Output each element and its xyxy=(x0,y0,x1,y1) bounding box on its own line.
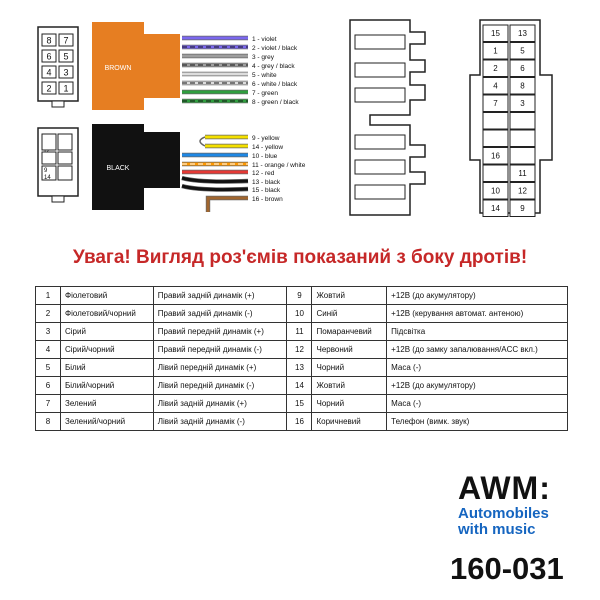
iso-slot xyxy=(355,135,405,149)
table-cell-n1: 2 xyxy=(36,305,61,323)
table-cell-c1: Білий/чорний xyxy=(61,377,154,395)
tagline-line-2: with music xyxy=(458,521,536,538)
table-cell-n1: 3 xyxy=(36,323,61,341)
table-cell-f2: +12В (до акумулятору) xyxy=(387,287,568,305)
table-cell-f2: +12В (до замку запалювання/ACC вкл.) xyxy=(387,341,568,359)
wire-label: 10 - blue xyxy=(252,153,278,160)
table-cell-f1: Правий передній динамік (-) xyxy=(153,341,287,359)
black-connector-plug xyxy=(144,132,180,188)
table-cell-f2: Маса (-) xyxy=(387,359,568,377)
wire-outline xyxy=(208,198,248,212)
black-face-pin-label: 14 xyxy=(44,175,51,181)
pinout-cell-label: 6 xyxy=(520,64,525,73)
wire-splice xyxy=(200,137,205,146)
table-cell-c2: Коричневий xyxy=(312,413,387,431)
table-row xyxy=(36,413,568,431)
pin-assignment-table xyxy=(35,286,568,431)
table-cell-n2: 12 xyxy=(287,341,312,359)
pinout-cell-label: 16 xyxy=(491,151,500,161)
table-cell-f1: Лівий задній динамік (-) xyxy=(153,413,287,431)
table-row xyxy=(36,395,568,413)
iso-slot xyxy=(355,160,405,174)
table-cell-c2: Чорний xyxy=(312,359,387,377)
table-cell-f1: Лівий задній динамік (+) xyxy=(153,395,287,413)
table-cell-c1: Зелений/чорний xyxy=(61,413,154,431)
wire-label: 11 - orange / white xyxy=(252,162,306,169)
brown-connector-plug xyxy=(144,34,180,98)
table-cell-n2: 10 xyxy=(287,305,312,323)
table-cell-c2: Червоний xyxy=(312,341,387,359)
black-face-pin xyxy=(42,152,56,164)
pinout-cell-label: 12 xyxy=(518,186,527,196)
pinout-cell xyxy=(483,113,508,130)
wire-label: 9 - yellow xyxy=(252,135,280,142)
iso-slot xyxy=(355,185,405,199)
table-cell-n1: 4 xyxy=(36,341,61,359)
awm-logo: AWM: xyxy=(458,470,551,506)
table-row xyxy=(36,377,568,395)
iso-slot xyxy=(355,88,405,102)
table-cell-c1: Білий xyxy=(61,359,154,377)
wire-label: 8 - green / black xyxy=(252,99,299,106)
iso-connector-outline xyxy=(350,20,425,215)
pinout-cell-label: 14 xyxy=(491,204,500,213)
pinout-cell-label: 7 xyxy=(493,99,498,108)
table-cell-c2: Чорний xyxy=(312,395,387,413)
table-cell-n2: 14 xyxy=(287,377,312,395)
iso-pinout-grid xyxy=(470,20,552,217)
table-cell-c1: Зелений xyxy=(61,395,154,413)
pinout-cell-label: 1 xyxy=(493,46,498,56)
pinout-cell-label: 2 xyxy=(493,64,498,73)
table-cell-n1: 5 xyxy=(36,359,61,377)
pinout-cell-label: 3 xyxy=(520,99,525,108)
table-row xyxy=(36,323,568,341)
wire-label: 15 - black xyxy=(252,187,281,194)
table-cell-n2: 16 xyxy=(287,413,312,431)
table-cell-f2: +12В (до акумулятору) xyxy=(387,377,568,395)
table-cell-c1: Фіолетовий xyxy=(61,287,154,305)
black-face-pin xyxy=(58,152,72,164)
wire-label: 16 - brown xyxy=(252,196,283,203)
wire-label: 6 - white / black xyxy=(252,81,298,88)
pinout-cell-label: 13 xyxy=(518,29,527,38)
brown-face-pin-label: 2 xyxy=(46,83,52,94)
pinout-cell xyxy=(510,113,535,130)
table-cell-n1: 1 xyxy=(36,287,61,305)
wire-label: 1 - violet xyxy=(252,36,277,43)
table-cell-f1: Правий передній динамік (+) xyxy=(153,323,287,341)
part-number: 160-031 xyxy=(450,551,564,586)
table-cell-f2: Маса (-) xyxy=(387,395,568,413)
warning-text: Увага! Вигляд роз'ємів показаний з боку дротів! xyxy=(72,247,528,268)
tagline-line-1: Automobiles xyxy=(458,505,549,522)
table-cell-c1: Сірий/чорний xyxy=(61,341,154,359)
black-face-latch xyxy=(52,196,64,202)
pinout-cell-label: 15 xyxy=(491,29,500,38)
table-cell-c2: Синій xyxy=(312,305,387,323)
black-face-pin xyxy=(58,134,72,150)
brown-connector-label: BROWN xyxy=(104,65,132,72)
table-cell-n2: 9 xyxy=(287,287,312,305)
table-cell-n2: 11 xyxy=(287,323,312,341)
pinout-cell xyxy=(483,130,508,147)
pinout-cell xyxy=(483,165,508,182)
black-connector-label: BLACK xyxy=(106,165,130,172)
black-face-pin xyxy=(42,134,56,150)
pinout-cell-label: 10 xyxy=(491,186,500,196)
brown-face-pin-label: 4 xyxy=(46,67,52,78)
table-cell-f1: Лівий передній динамік (-) xyxy=(153,377,287,395)
brown-face-pin-label: 6 xyxy=(46,51,52,62)
black-face-pin-label: 9 xyxy=(44,168,48,174)
table-cell-f1: Правий задній динамік (+) xyxy=(153,287,287,305)
table-cell-f2: +12В (керування автомат. антеною) xyxy=(387,305,568,323)
table-cell-c2: Жовтий xyxy=(312,377,387,395)
table-cell-n1: 7 xyxy=(36,395,61,413)
brown-face-pin-label: 7 xyxy=(63,35,69,46)
iso-slot xyxy=(355,63,405,77)
brown-face-pin-label: 1 xyxy=(63,83,69,94)
brown-face-pin-label: 5 xyxy=(63,51,69,62)
wire-label: 2 - violet / black xyxy=(252,45,298,52)
table-cell-n2: 13 xyxy=(287,359,312,377)
table-cell-c1: Сірий xyxy=(61,323,154,341)
table-cell-f2: Телефон (вимк. звук) xyxy=(387,413,568,431)
brown-face-pin-label: 8 xyxy=(46,35,52,46)
logo-tagline xyxy=(458,506,549,538)
pinout-cell-label: 5 xyxy=(520,46,525,56)
table-cell-f1: Лівий передній динамік (+) xyxy=(153,359,287,377)
wire-label: 13 - black xyxy=(252,179,281,186)
wire-label: 12 - red xyxy=(252,170,275,177)
table-cell-f1: Правий задній динамік (-) xyxy=(153,305,287,323)
table-cell-n2: 15 xyxy=(287,395,312,413)
pinout-cell-label: 4 xyxy=(493,81,498,91)
table-cell-c2: Жовтий xyxy=(312,287,387,305)
brown-face-latch xyxy=(52,101,64,107)
wire-label: 5 - white xyxy=(252,72,277,79)
table-cell-c2: Помаранчевий xyxy=(312,323,387,341)
iso-slot xyxy=(355,35,405,49)
pinout-cell xyxy=(510,130,535,147)
wire-label: 7 - green xyxy=(252,90,279,97)
wire-label: 14 - yellow xyxy=(252,144,284,151)
pinout-cell xyxy=(510,148,535,165)
table-cell-f2: Підсвітка xyxy=(387,323,568,341)
brown-face-pin-label: 3 xyxy=(63,67,69,78)
table-row xyxy=(36,341,568,359)
table-cell-n1: 6 xyxy=(36,377,61,395)
wire-label: 4 - grey / black xyxy=(252,63,295,70)
pinout-cell-label: 9 xyxy=(520,204,525,213)
connector-face-pinouts xyxy=(38,27,78,202)
wire-bundle xyxy=(182,36,306,212)
table-cell-n1: 8 xyxy=(36,413,61,431)
pinout-cell-label: 11 xyxy=(518,169,527,178)
black-face-pin xyxy=(58,166,72,180)
table-cell-c1: Фіолетовий/чорний xyxy=(61,305,154,323)
table-row xyxy=(36,287,568,305)
pinout-cell-label: 8 xyxy=(520,81,525,91)
connector-bodies xyxy=(92,22,180,210)
wiring-diagram xyxy=(0,0,600,240)
table-row xyxy=(36,359,568,377)
table-row xyxy=(36,305,568,323)
wire-label: 3 - grey xyxy=(252,54,275,61)
